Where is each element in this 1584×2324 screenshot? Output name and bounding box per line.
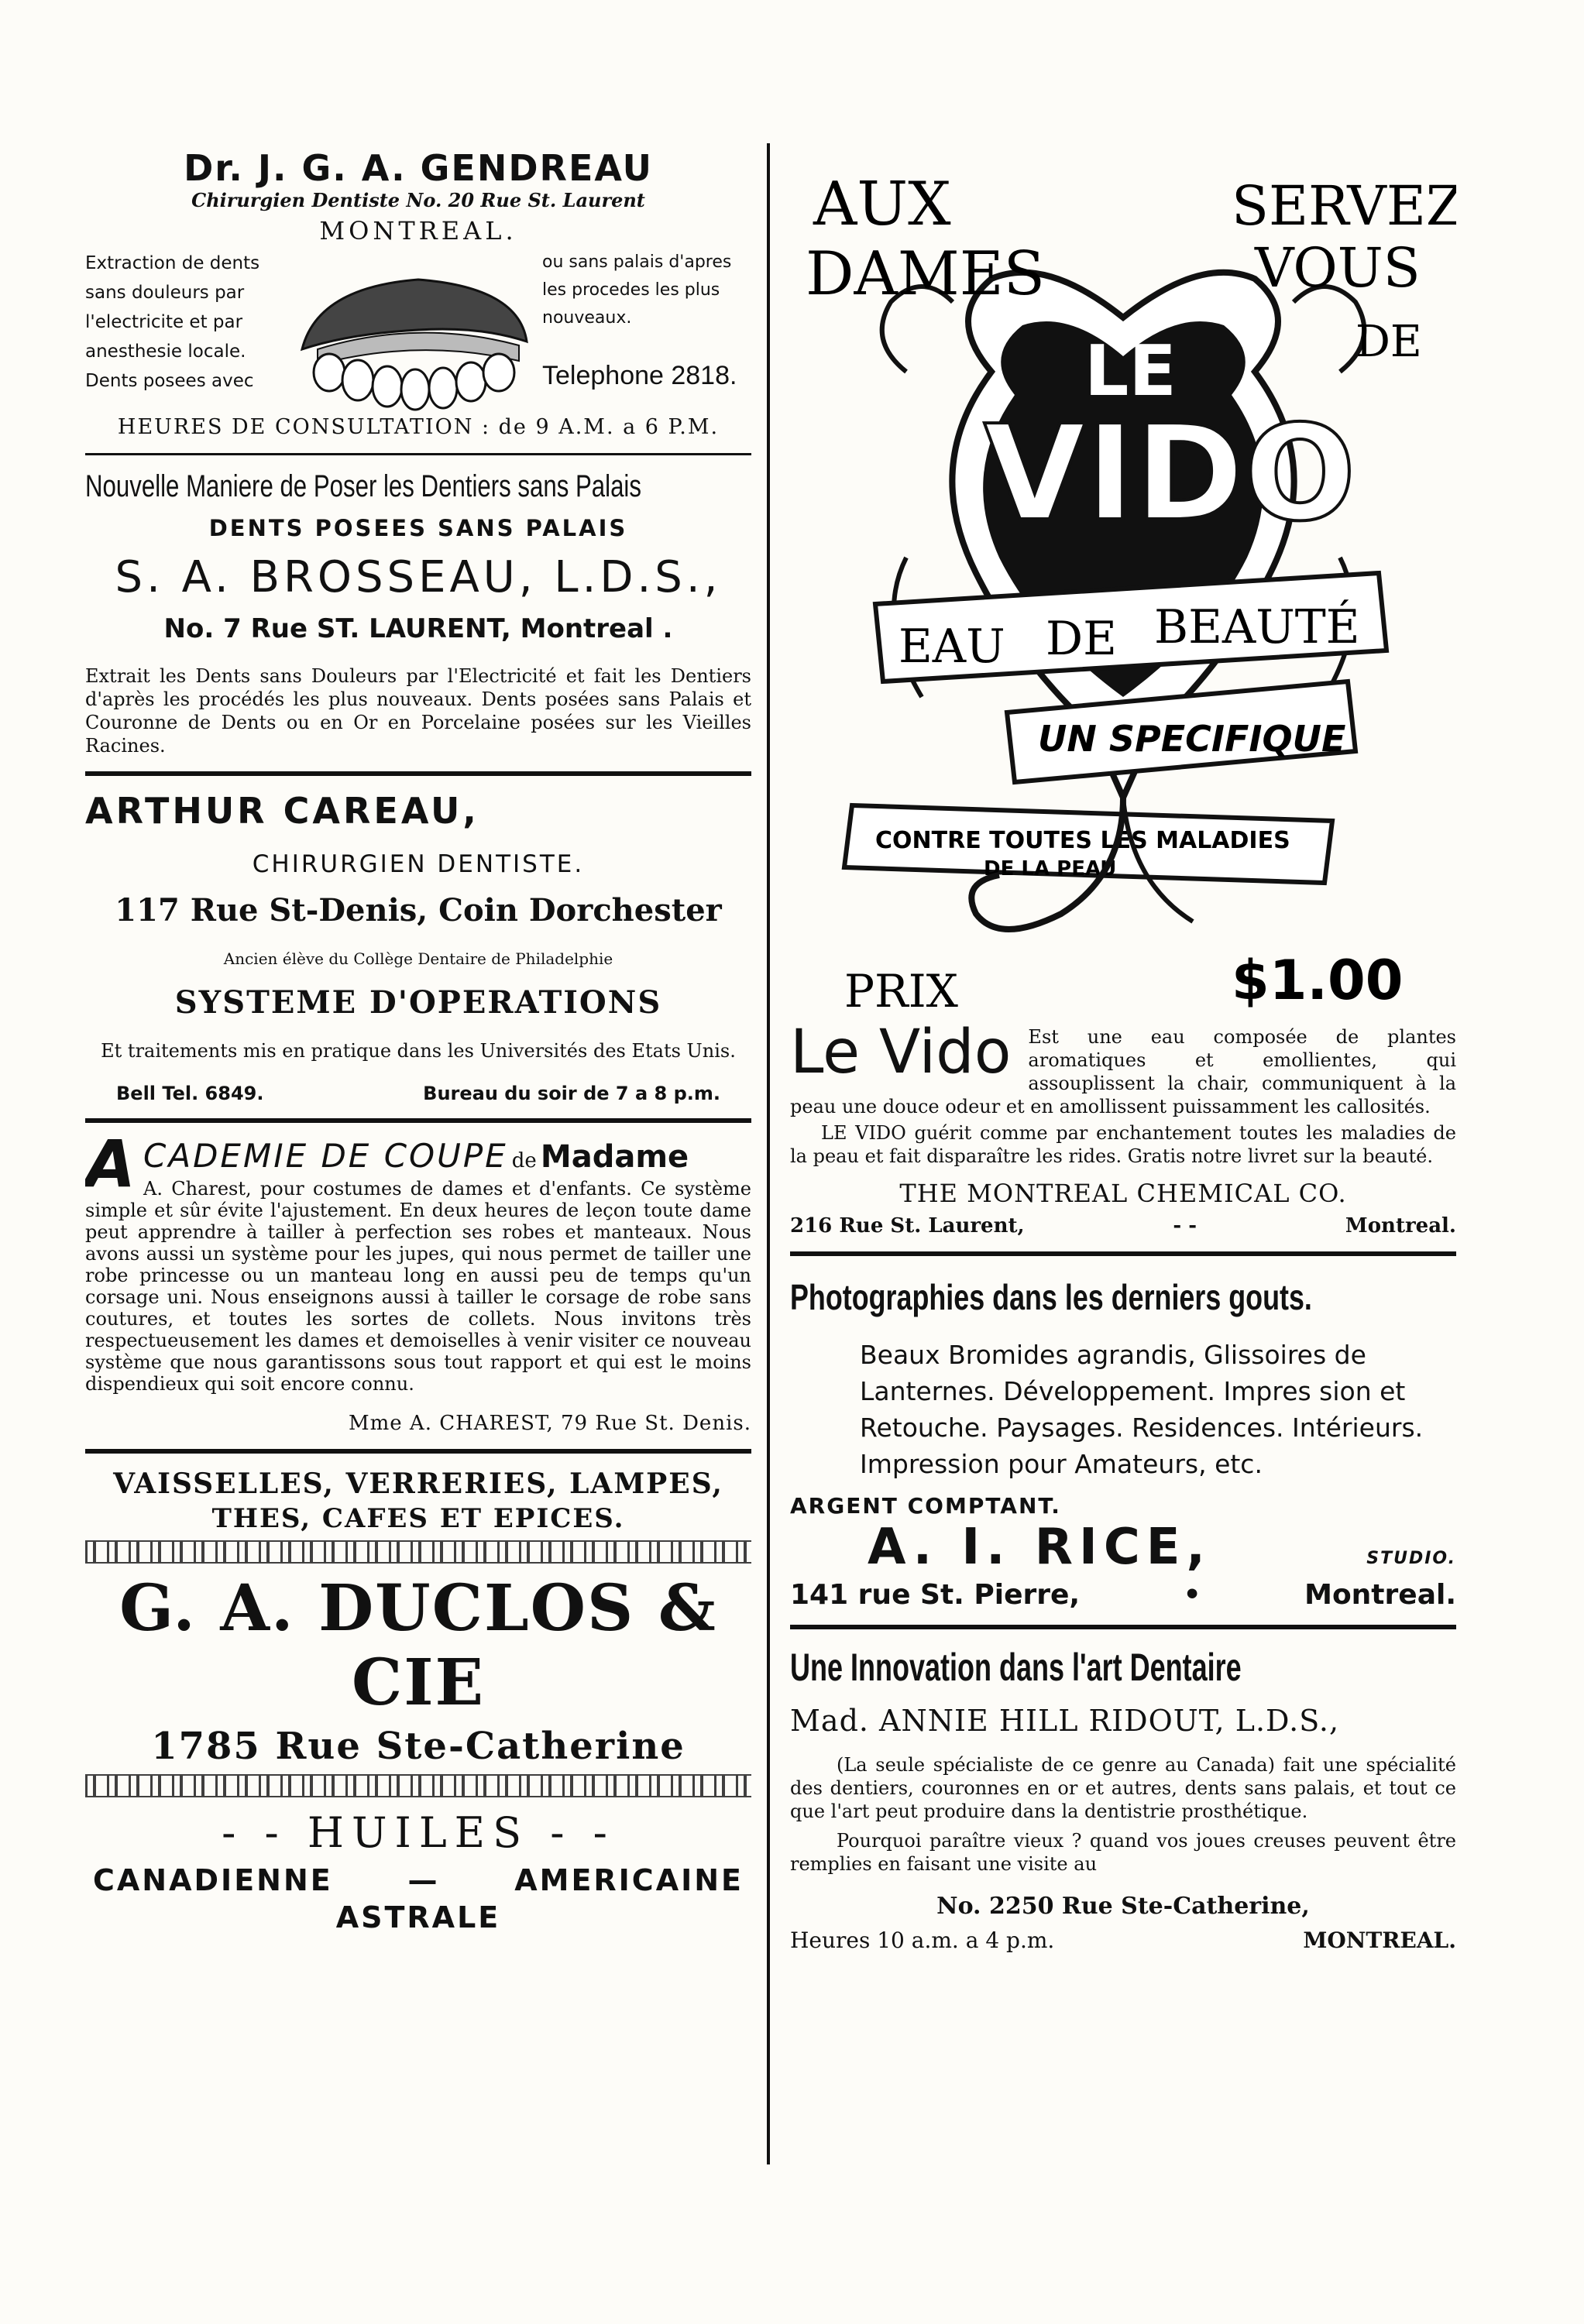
duclos-ad [85,1468,751,1934]
careau-address: 117 Rue St-Denis, Coin Dorchester [115,892,722,929]
oil-canadienne: CANADIENNE [93,1863,333,1897]
brosseau-ad [85,469,751,757]
vido-de2: DE [1046,612,1117,666]
separator [790,1251,1456,1256]
gendreau-right-text [542,249,751,390]
careau-treatments: Et traitements mis en pratique dans les Universités des Etats Unis. [101,1040,736,1062]
vido-specifique: UN SPECIFIQUE [1038,718,1346,760]
ridout-body1: (La seule spécialiste de ce genre au Canada) fait une spécialité des dentiers, couronnes en or et autres, dents sans palais, et tout ce que l'art peut produire dans la dentistrie prosthétique. [790,1754,1456,1822]
ridout-city: MONTREAL. [1303,1928,1456,1953]
brosseau-body: Extrait les Dents sans Douleurs par l'Electricité et fait les Dentiers d'après les procédés les plus nouveaux. Dents posées sans Palais et Couronne de Dents ou en Or en Porcelaine posées sur les Vieilles Racines. [85,665,751,757]
charest-ad [85,1137,751,1435]
duclos-name: G. A. DUCLOS & CIE [119,1571,717,1720]
duclos-huiles: - - HUILES - - [222,1808,615,1857]
gendreau-left-line: l'electricite et par [85,312,243,332]
vido-address: 216 Rue St. Laurent, [790,1214,1025,1238]
gendreau-name: Dr. J. G. A. GENDREAU [184,147,653,189]
gendreau-right-line: ou sans palais d'apres [542,252,732,272]
duclos-line1: VAISSELLES, VERRERIES, LAMPES, [113,1468,723,1500]
careau-name: ARTHUR CAREAU, [85,790,479,832]
gendreau-hours: HEURES DE CONSULTATION : de 9 A.M. a 6 P.M. [117,415,720,439]
vido-ad [790,139,1456,1238]
vido-dames: DAMES [806,239,1046,309]
vido-le: LE [1084,331,1177,412]
duclos-line2: THES, CAFES ET EPICES. [211,1503,625,1534]
rice-cash: ARGENT COMPTANT. [790,1493,1061,1519]
charest-body: A. Charest, pour costumes de dames et d'enfants. Ce système simple et sûr évite l'ajustement. En deux heures de leçon toute dame peut apprendre à tailler à perfection ses robes et manteaux. Nous avons aussi un système pour les jupes, qui nous permet de tailler une robe princesse ou un manteau long en aussi peu de temps qu'un corsage uni. Nous enseignons aussi à tailler le corsage de robe sans coutures, et toutes les sortes de collets. Nous invitons très respectueusement les dames et demoiselles à venir visiter ce nouveau système que nous garantissons sous tout rapport et qui est le moins dispendieux qui soit encore connu. [85,1178,751,1395]
vido-illustration [790,139,1456,1014]
brosseau-subheadline: DENTS POSEES SANS PALAIS [208,515,628,541]
rice-address-row [790,1579,1456,1611]
vido-de: DE [1356,317,1422,367]
brosseau-name: S. A. BROSSEAU, L.D.S., [115,552,722,602]
gendreau-city: MONTREAL. [319,216,517,245]
vido-aux: AUX [813,170,951,239]
rice-studio: STUDIO. [1366,1549,1456,1568]
column-divider [767,143,770,2164]
ridout-headline: Une Innovation dans l'art Dentaire [790,1646,1242,1689]
ridout-body2: Pourquoi paraître vieux ? quand vos joues creuses peuvent être remplies en faisant une visite au [790,1830,1456,1875]
careau-ad [85,790,751,1104]
oil-americaine: AMERICAINE [514,1863,744,1897]
gendreau-left-line: Extraction de dents [85,253,260,273]
rice-name: A. I. RICE, [868,1519,1211,1576]
vido-beaute: BEAUTÉ [1154,600,1360,654]
separator [790,1625,1456,1629]
charest-headline: CADEMIE DE COUPE [143,1137,508,1175]
brosseau-headline: Nouvelle Maniere de Poser les Dentiers sans Palais [85,469,641,503]
charest-madame: Madame [540,1139,689,1175]
charest-de: de [511,1149,537,1172]
dentures-illustration [287,264,542,419]
separator [85,1449,751,1454]
vido-text [790,1018,1456,1238]
gendreau-right-line: nouveaux. [542,308,632,328]
separator [85,771,751,776]
charest-heading [85,1137,751,1395]
rice-headline: Photographies dans les derniers gouts. [790,1277,1312,1317]
ridout-footer [790,1928,1456,1953]
vido-name: VIDO [984,397,1356,551]
vido-contre: CONTRE TOUTES LES MALADIES [875,827,1290,854]
gendreau-telephone: Telephone 2818. [542,361,737,390]
vido-servez: SERVEZ [1232,174,1456,238]
charest-dropcap: A [85,1137,136,1202]
oil-dash: — [407,1863,440,1897]
rice-city: Montreal. [1304,1579,1456,1611]
gendreau-right-line: les procedes les plus [542,280,720,300]
right-column [790,139,1456,1953]
vido-price: $1.00 [1232,949,1404,1012]
vido-logo-text: Le Vido [790,1018,1012,1087]
ornamental-border [85,1540,751,1564]
separator [85,453,751,455]
gendreau-ad [85,147,751,439]
gendreau-left-line: Dents posees avec [85,371,254,391]
gendreau-left-line: sans douleurs par [85,283,245,303]
vido-peau: DE LA PEAU [984,857,1117,881]
separator [85,1118,751,1123]
charest-signature: Mme A. CHAREST, 79 Rue St. Denis. [348,1412,751,1435]
vido-address-row [790,1214,1456,1238]
vido-dashes: - - [1173,1214,1197,1238]
gendreau-subtitle: Chirurgien Dentiste No. 20 Rue St. Laurent [191,189,645,211]
rice-body: Beaux Bromides agrandis, Glissoires de Lanternes. Développement. Impres sion et Retouche. Paysages. Residences. Intérieurs. Impression pour Amateurs, etc. [860,1340,1424,1479]
rice-name-row [790,1519,1456,1576]
oil-astrale: ASTRALE [335,1900,501,1934]
vido-body1: Est une eau composée de plantes aromatiques et emollientes, qui assouplissent la chair, communiquent à la peau une douce odeur et en amollissent puissamment les callosités. [790,1026,1456,1117]
careau-evening: Bureau du soir de 7 a 8 p.m. [423,1083,720,1104]
rice-ad [790,1276,1456,1611]
ridout-address: No. 2250 Rue Ste-Catherine, [936,1893,1310,1920]
careau-footer [85,1083,751,1104]
vido-vous: VOUS [1255,236,1421,300]
vido-body2: LE VIDO guérit comme par enchantement toutes les maladies de la peau et fait disparaître les rides. Gratis notre livret sur la beauté. [790,1122,1456,1167]
left-column [85,139,751,1934]
careau-system: SYSTEME D'OPERATIONS [174,984,662,1021]
careau-former: Ancien élève du Collège Dentaire de Philadelphie [223,949,613,968]
duclos-oils-row [85,1863,751,1897]
gendreau-body [85,249,751,415]
ridout-ad [790,1645,1456,1953]
ornamental-border [85,1774,751,1797]
duclos-address: 1785 Rue Ste-Catherine [151,1725,685,1768]
rice-address: 141 rue St. Pierre, [790,1579,1081,1611]
ridout-name: Mad. ANNIE HILL RIDOUT, L.D.S., [790,1704,1340,1738]
ridout-hours: Heures 10 a.m. a 4 p.m. [790,1928,1055,1953]
vido-eau: EAU [899,620,1005,674]
brosseau-address: No. 7 Rue ST. LAURENT, Montreal . [163,613,673,644]
gendreau-left-text [85,249,294,396]
careau-title: CHIRURGIEN DENTISTE. [252,850,585,878]
vido-company: THE MONTREAL CHEMICAL CO. [899,1179,1347,1208]
vido-prix: PRIX [844,965,958,1014]
careau-phone: Bell Tel. 6849. [116,1083,264,1104]
rice-bullet: • [1183,1579,1201,1611]
gendreau-left-line: anesthesie locale. [85,342,246,362]
vido-city: Montreal. [1345,1214,1456,1238]
